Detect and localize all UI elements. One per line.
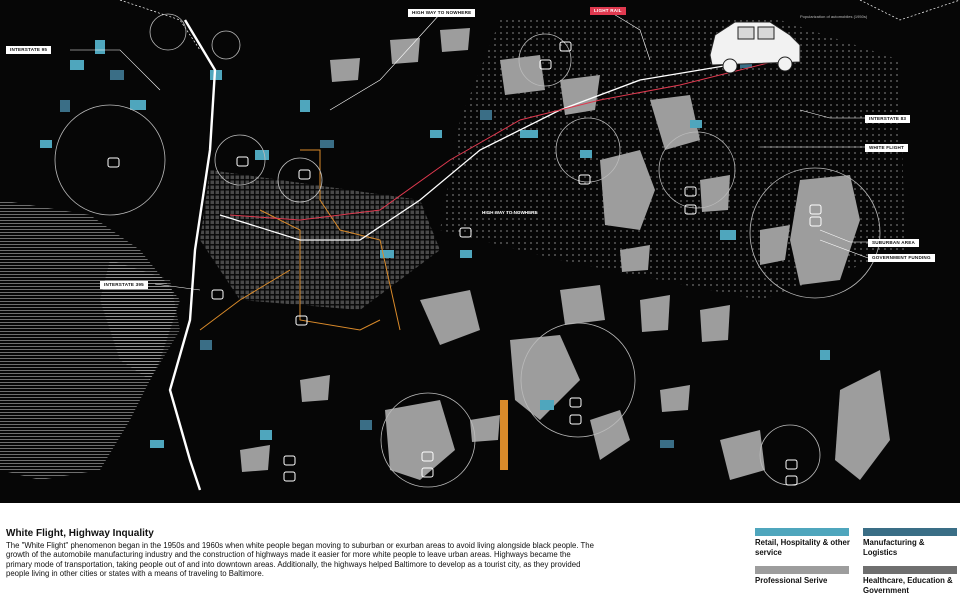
callout-highway-to-nowhere: HIGH WAY TO NOWHERE [408, 9, 475, 17]
info-body: The "White Flight" phenomenon began in the 1950s and 1960s when white people began moving to suburban or exurban areas to avoid living alongside black people. The growth of the automobile manufacturing industry and the construction of highways made it easier for more white people to leave urban areas. Highways became the primary mode of transportation, taking people out of and into downtown areas. Additionally, the highways helped Baltimore to develop as a tourist city, as they provided people living in other cities or states with a means of traveling to Baltimore. [6, 541, 594, 579]
legend-label: Healthcare, Education & Government [863, 576, 953, 595]
legend-label: Professional Serive [755, 576, 828, 585]
legend-swatch [863, 566, 957, 574]
legend-label: Manufacturing & Logistics [863, 538, 925, 557]
legend-item-professional [755, 566, 851, 586]
callout-interstate-95: INTERSTATE 95 [6, 46, 51, 54]
legend-item-healthcare [863, 566, 959, 595]
legend-swatch [863, 528, 957, 536]
legend-swatch [755, 528, 849, 536]
info-panel [6, 528, 606, 579]
callout-light-rail: LIGHT RAIL [590, 7, 626, 15]
callout-white-flight: WHITE FLIGHT [865, 144, 908, 152]
callout-suburban-area: SUBURBAN AREA [868, 239, 919, 247]
legend [755, 528, 960, 598]
callout-highway-to-nowhere-small: HIGH WAY TO NOWHERE [482, 210, 538, 215]
legend-swatch [755, 566, 849, 574]
legend-item-manufacturing [863, 528, 959, 557]
callout-government-funding: GOVERNMENT FUNDING [868, 254, 935, 262]
info-title: White Flight, Highway Inquality [6, 528, 154, 539]
orange-vertical-box [500, 400, 508, 470]
legend-item-retail [755, 528, 851, 557]
callout-interstate-83: INTERSTATE 83 [865, 115, 910, 123]
callout-interstate-395: INTERSTATE 395 [100, 281, 148, 289]
popularization-note: Popularization of automobiles (1950s) [800, 14, 868, 19]
interstate-83-line [170, 20, 215, 490]
legend-label: Retail, Hospitality & other service [755, 538, 850, 557]
